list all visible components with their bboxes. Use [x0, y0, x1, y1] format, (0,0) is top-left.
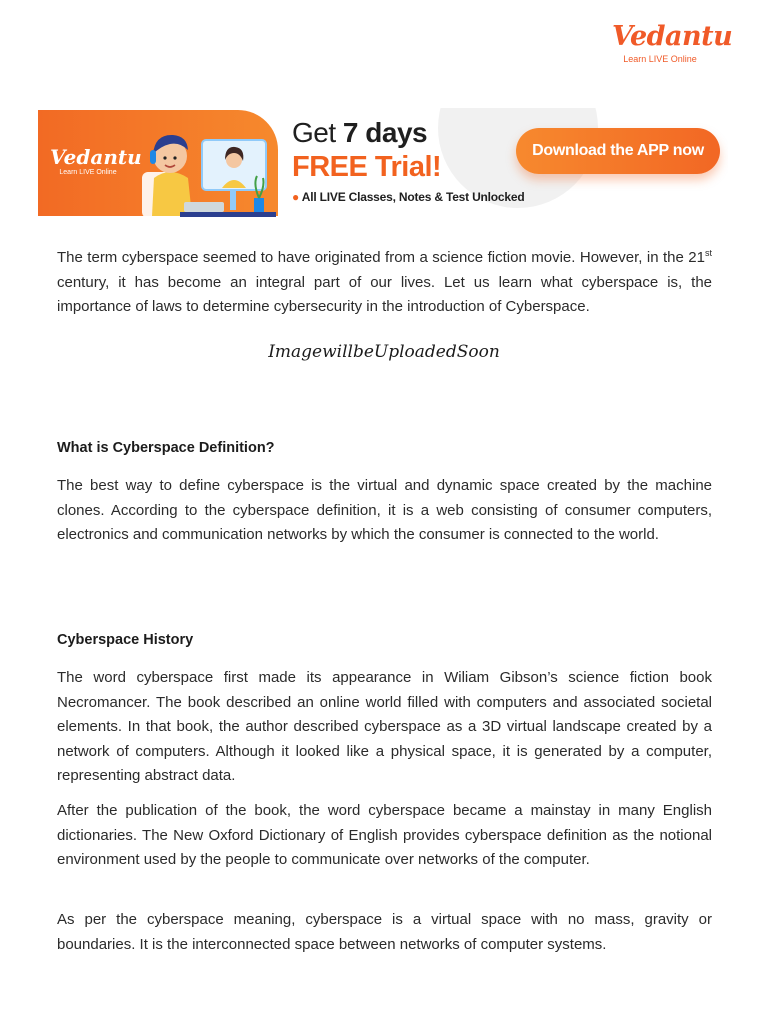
superscript: st	[704, 248, 712, 258]
bullet-dot-icon: ●	[292, 190, 300, 204]
section-heading-definition: What is Cyberspace Definition?	[57, 440, 275, 456]
intro-paragraph: The term cyberspace seemed to have originated from a science fiction movie. However, in the 21st century, it has become an integral part of our lives. Let us learn what cyberspace is, the importance of laws to determine cybersecurity in the introduction of Cyberspace.	[57, 248, 712, 315]
history-paragraph-3: As per the cyberspace meaning, cyberspace is a virtual space with no mass, gravity or boundaries. It is the interconnected space between networks of computer systems.	[57, 911, 712, 953]
banner-headline-line2: FREE Trial!	[292, 151, 442, 183]
image-placeholder-text: ImagewillbeUploadedSoon	[268, 342, 500, 362]
promo-banner[interactable]	[38, 108, 728, 220]
banner-headline	[292, 116, 524, 204]
logo-tagline: Learn LIVE Online	[623, 54, 697, 64]
banner-logo-wordmark: Vedantu	[50, 145, 142, 169]
download-app-button[interactable]: Download the APP now	[516, 128, 720, 174]
banner-headline-bold: 7 days	[342, 117, 428, 148]
history-paragraph-2: After the publication of the book, the word cyberspace became a mainstay in many English dictionaries. The New Oxford Dictionary of English provides cyberspace definition as the notional environment used by the people to communicate over networks of the computer.	[57, 802, 712, 868]
section-heading-history: Cyberspace History	[57, 632, 194, 648]
student-laptop-illustration-icon	[136, 116, 276, 220]
banner-logo	[50, 145, 142, 176]
definition-paragraph: The best way to define cyberspace is the virtual and dynamic space created by the machine clones. According to the cyberspace definition, it is a web consisting of consumer computers, electronics and communication networks by which the consumer is connected to the world.	[57, 477, 712, 543]
history-paragraph-1: The word cyberspace first made its appearance in Wiliam Gibson’s science fiction book Necromancer. The book described an online world filled with computers and associated societal elements. In that book, the author described cyberspace as a 3D virtual landscape created by a network of computers. Although it looked like a physical space, it is generated by a computer, representing abstract data.	[57, 669, 712, 784]
banner-logo-tagline: Learn LIVE Online	[59, 169, 117, 176]
vedantu-logo[interactable]	[612, 21, 733, 64]
logo-wordmark: Vedantu	[612, 21, 733, 52]
banner-headline-line1: Get 7 days	[292, 117, 428, 148]
banner-bullet: ● All LIVE Classes, Notes & Test Unlocked	[292, 190, 525, 204]
